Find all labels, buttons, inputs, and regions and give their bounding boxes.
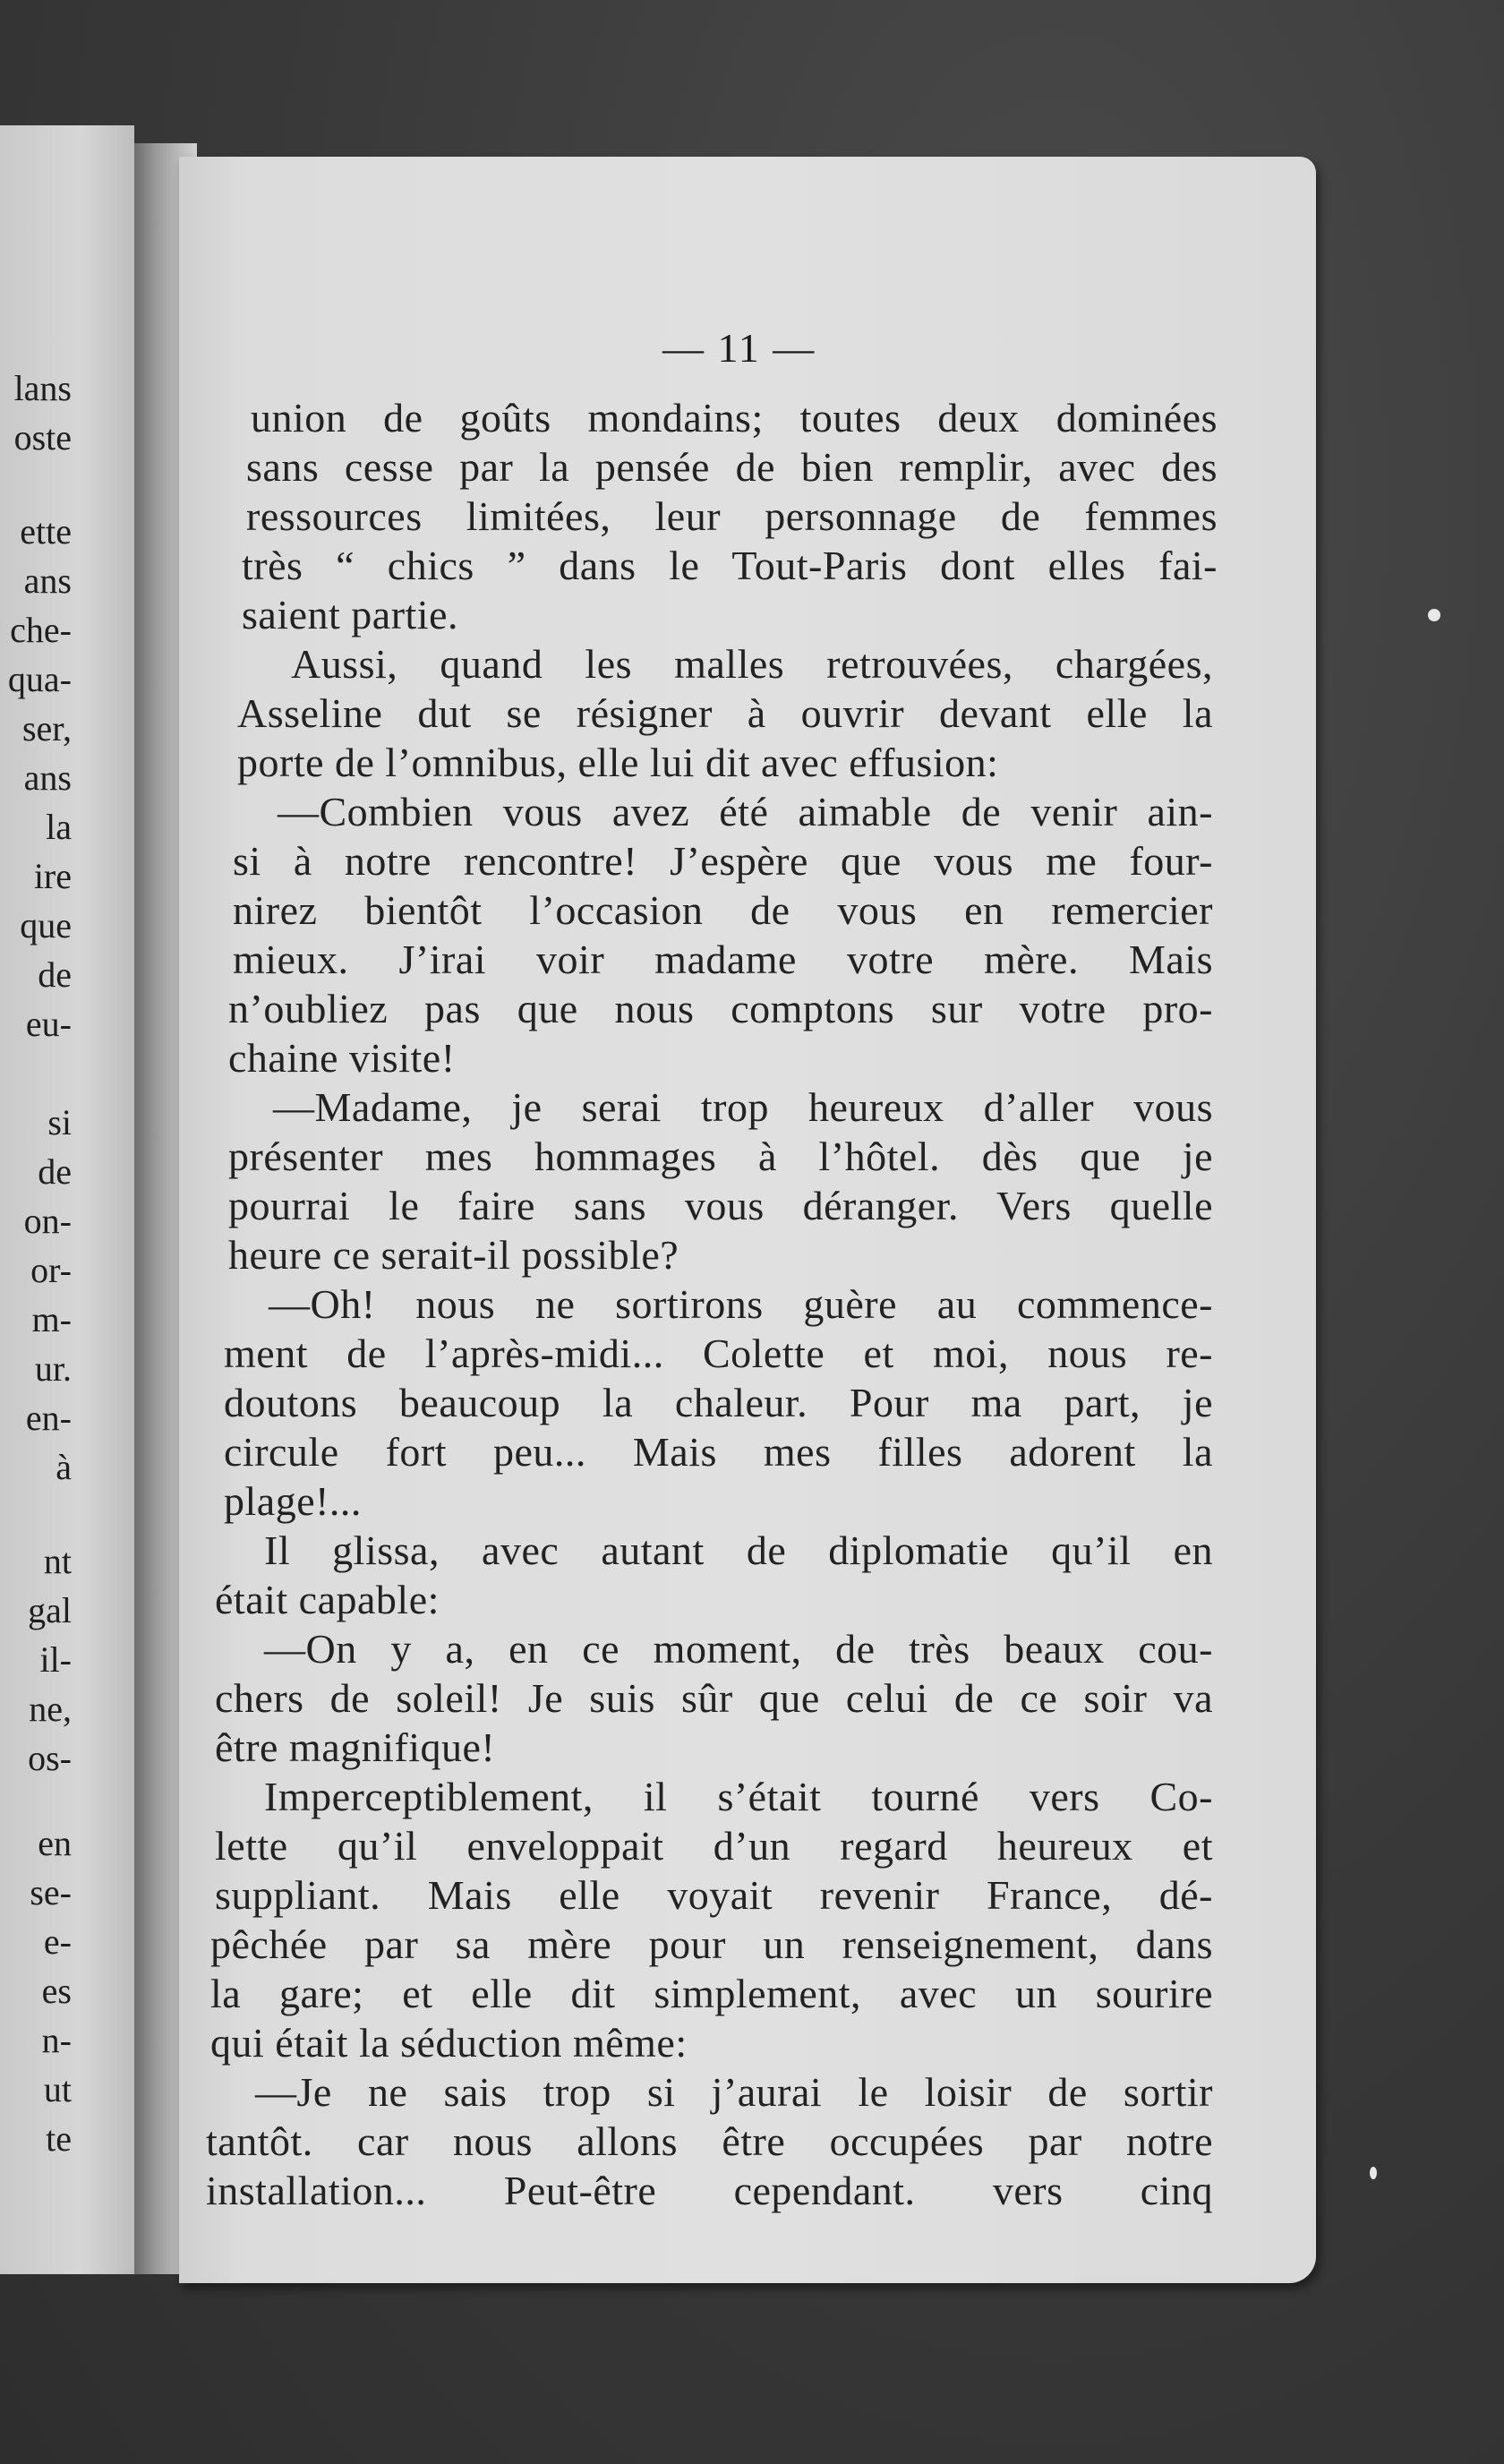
text-line: être magnifique! [215, 1724, 496, 1770]
page-number: — 11 — [662, 325, 816, 371]
text-line: circule fort peu... Mais mes filles adorent la [224, 1429, 1213, 1475]
left-page-fragment: qua- [7, 659, 72, 699]
text-line: sans cesse par la pensée de bien remplir, avec des [246, 444, 1218, 490]
text-line: —Madame, je serai trop heureux d’aller vous [273, 1084, 1213, 1130]
text-line: présenter mes hommages à l’hôtel. dès que je [228, 1134, 1213, 1179]
text-line: chaine visite! [228, 1035, 456, 1081]
text-line: saient partie. [242, 592, 459, 637]
left-page-fragment: à [56, 1447, 72, 1487]
left-page-fragment: ur. [34, 1348, 72, 1389]
text-line: très “ chics ” dans le Tout-Paris dont elles fai- [242, 543, 1218, 588]
text-line: Il glissa, avec autant de diplomatie qu’il en [264, 1527, 1213, 1573]
left-page-edge [0, 125, 134, 2274]
dust-speck [1370, 2167, 1377, 2179]
dust-speck [1428, 609, 1440, 621]
left-page-fragment: ire [33, 856, 72, 896]
left-page-fragment: oste [13, 417, 72, 458]
left-page-fragment: si [47, 1102, 72, 1142]
left-page-fragment: ne, [29, 1689, 72, 1729]
text-line: pourrai le faire sans vous déranger. Vers quelle [228, 1183, 1213, 1228]
text-line: mieux. J’irai voir madame votre mère. Mais [233, 937, 1213, 982]
text-line: heure ce serait-il possible? [228, 1232, 679, 1278]
left-page-fragment: or- [30, 1250, 72, 1290]
text-line: Imperceptiblement, il s’était tourné vers Co- [264, 1774, 1213, 1819]
left-page-fragment: la [46, 807, 72, 847]
text-line: installation... Peut-être cependant. vers cinq [206, 2168, 1213, 2213]
text-line: suppliant. Mais elle voyait revenir France, dé- [215, 1872, 1213, 1918]
body-text [206, 394, 1218, 2213]
text-line: n’oubliez pas que nous comptons sur votre pro- [228, 986, 1213, 1031]
text-line: plage!... [224, 1478, 362, 1524]
left-page-fragment: nt [43, 1541, 72, 1581]
left-page-fragment: se- [30, 1872, 72, 1912]
left-page-fragment: lans [13, 368, 72, 408]
left-page-fragment: eu- [25, 1004, 72, 1044]
text-line: pêchée par sa mère pour un renseignement, dans [210, 1921, 1213, 1967]
text-line: porte de l’omnibus, elle lui dit avec effusion: [237, 740, 999, 785]
text-line: nirez bientôt l’occasion de vous en remercier [233, 887, 1213, 933]
left-page-fragment: che- [10, 610, 72, 650]
left-page-fragment: on- [23, 1201, 72, 1241]
text-line: ment de l’après-midi... Colette et moi, nous re- [224, 1330, 1213, 1376]
text-line: la gare; et elle dit simplement, avec un sourire [210, 1971, 1213, 2016]
left-page-fragment: ans [23, 757, 72, 798]
text-line: ressources limitées, leur personnage de femmes [246, 493, 1218, 539]
left-page-fragment: os- [28, 1738, 72, 1778]
text-line: —On y a, en ce moment, de très beaux cou- [264, 1626, 1213, 1672]
left-page-fragment: en [38, 1823, 72, 1863]
left-page-fragment: de [38, 954, 72, 995]
text-line: qui était la séduction même: [210, 2020, 688, 2066]
text-line: tantôt. car nous allons être occupées par notre [206, 2118, 1213, 2164]
text-line: doutons beaucoup la chaleur. Pour ma part, je [224, 1380, 1213, 1425]
text-line: chers de soleil! Je suis sûr que celui de ce soir va [215, 1675, 1213, 1721]
left-page-fragment: te [46, 2118, 72, 2159]
text-line: —Oh! nous ne sortirons guère au commence- [269, 1281, 1213, 1327]
left-page-fragment: en- [25, 1398, 72, 1438]
left-page-fragment: e- [43, 1921, 72, 1962]
left-page-fragment: ser, [21, 708, 72, 749]
left-page-fragment: il- [39, 1639, 72, 1680]
text-line: —Je ne sais trop si j’aurai le loisir de sortir [255, 2069, 1213, 2115]
text-line: Asseline dut se résigner à ouvrir devant elle la [237, 690, 1213, 736]
text-line: était capable: [215, 1577, 440, 1622]
left-page-fragment: ut [43, 2069, 72, 2109]
left-page-fragment: m- [31, 1299, 72, 1339]
left-page-fragment: que [20, 905, 72, 945]
left-page-fragment: es [41, 1971, 72, 2011]
text-line: si à notre rencontre! J’espère que vous me four- [233, 838, 1213, 884]
left-page-fragment: ans [23, 560, 72, 601]
text-line: union de goûts mondains; toutes deux dominées [251, 395, 1218, 441]
text-line: Aussi, quand les malles retrouvées, chargées, [291, 641, 1213, 687]
left-page-fragment: ette [20, 511, 72, 552]
left-page-fragment: de [38, 1151, 72, 1192]
left-page-fragment: gal [28, 1590, 72, 1630]
text-line: —Combien vous avez été aimable de venir ain- [278, 789, 1213, 834]
text-line: lette qu’il enveloppait d’un regard heureux et [215, 1823, 1213, 1869]
left-page-fragment: n- [41, 2020, 72, 2060]
